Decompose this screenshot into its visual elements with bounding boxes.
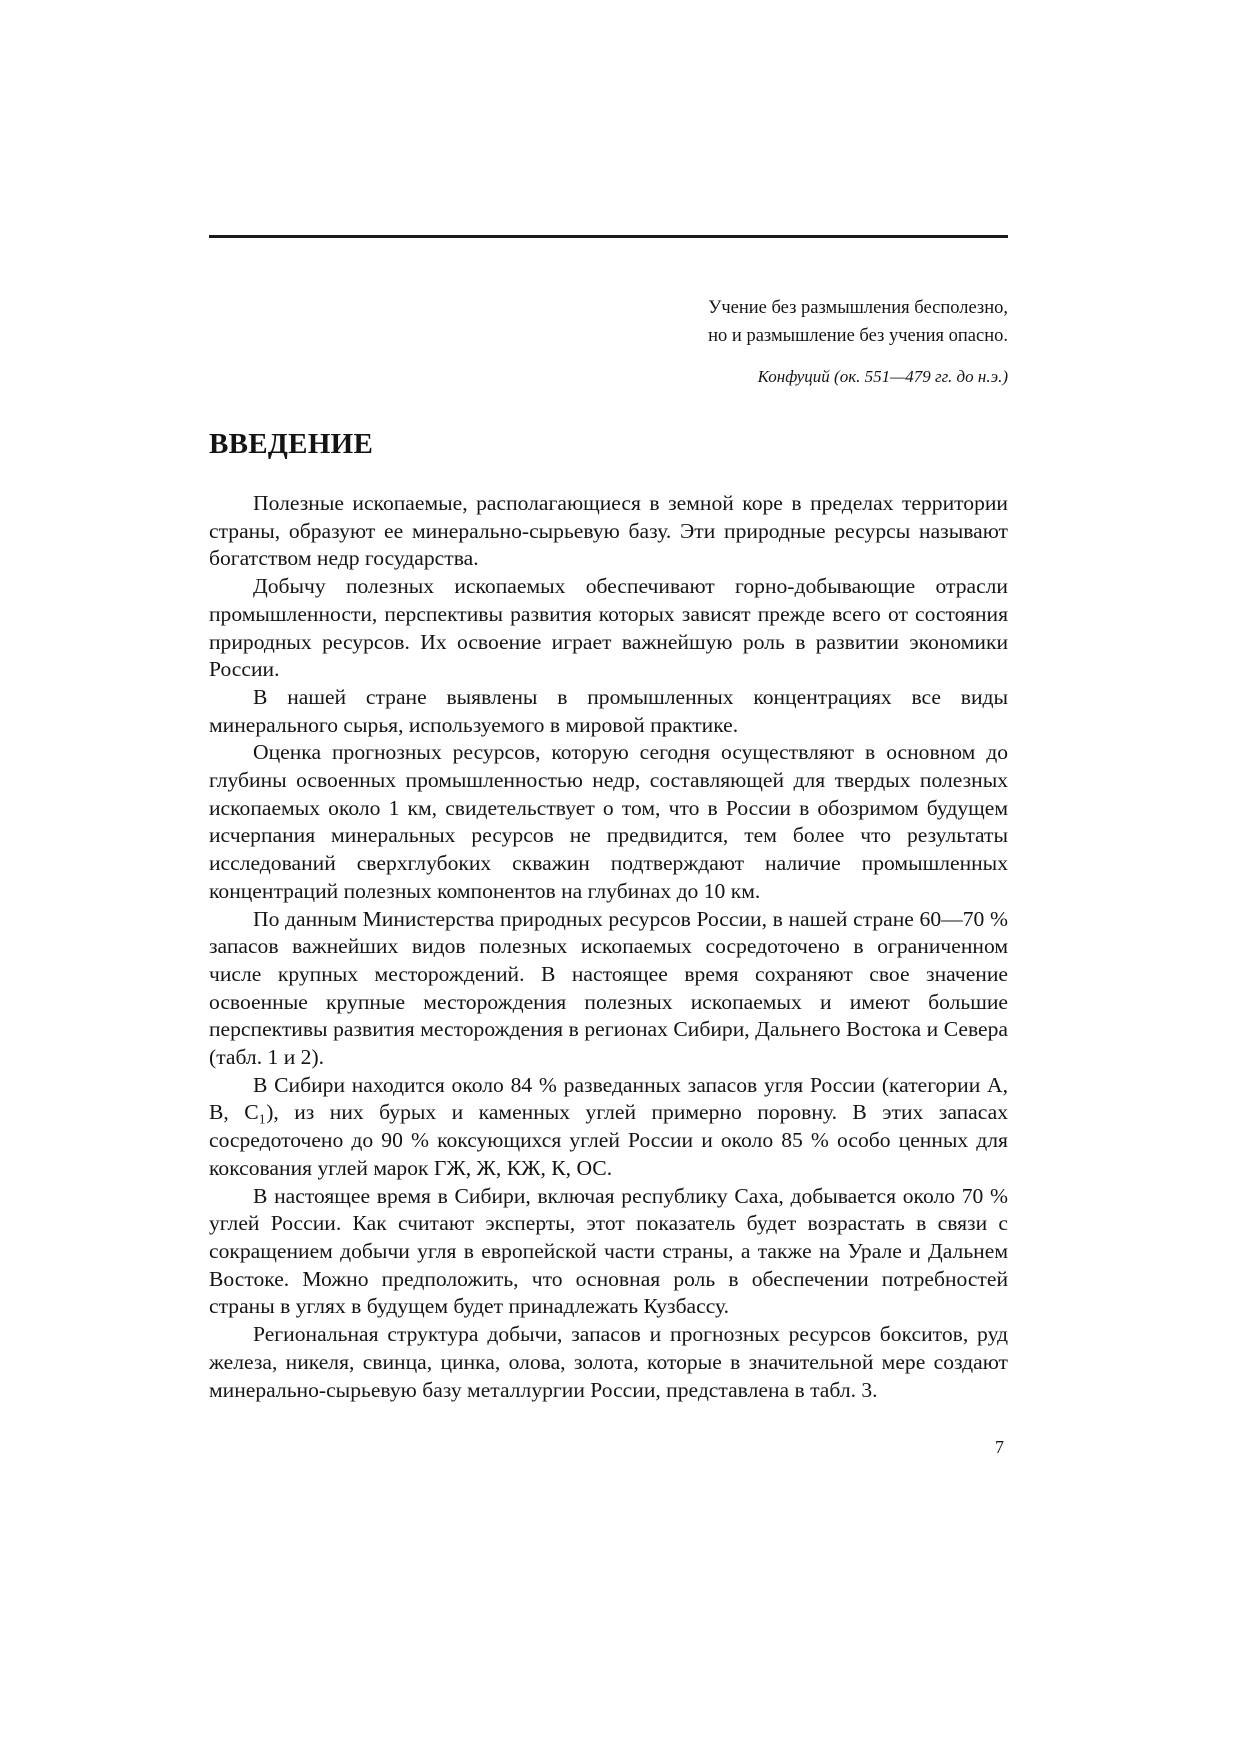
paragraph-1: Полезные ископаемые, располагающиеся в земной коре в пределах территории страны, образуют ее минерально-сырьевую базу. Эти природные ресурсы называют богатством недр государства. (209, 491, 1008, 571)
body-text (209, 490, 1008, 1404)
paragraph-5: По данным Министерства природных ресурсов России, в нашей стране 60—70 % запасов важнейших видов полезных ископаемых сосредоточено в ограниченном числе крупных месторождений. В настоящее время сохраняют свое значение освоенные крупные месторождения полезных ископаемых и имеют большие перспективы развития месторождения в регионах Сибири, Дальнего Востока и Севера (табл. 1 и 2). (209, 906, 1008, 1070)
paragraph-4: Оценка прогнозных ресурсов, которую сегодня осуществляют в основном до глубины освоенных промышленностью недр, составляющей для твердых полезных ископаемых около 1 км, свидетельствует о том, что в России в обозримом будущем исчерпания минеральных ресурсов не предвидится, тем более что результаты исследований сверхглубоких скважин подтверждают наличие промышленных концентраций полезных компонентов на глубинах до 10 км. (209, 740, 1008, 903)
epigraph-line: но и размышление без учения опасно. (708, 326, 1008, 346)
page-number: 7 (995, 1437, 1004, 1457)
epigraph-author: Конфуций (ок. 551—479 гг. до н.э.) (757, 367, 1008, 386)
epigraph (448, 294, 1008, 391)
paragraph-3: В нашей стране выявлены в промышленных концентрациях все виды минерального сырья, используемого в мировой практике. (209, 684, 1008, 737)
epigraph-line: Учение без размышления бесполезно, (708, 298, 1008, 318)
paragraph-8: Региональная структура добычи, запасов и прогнозных ресурсов бокситов, руд железа, никеля, свинца, цинка, олова, золота, которые в значительной мере создают минерально-сырьевую базу металлургии России, представлена в табл. 3. (209, 1322, 1008, 1402)
paragraph-7: В настоящее время в Сибири, включая республику Саха, добывается около 70 % углей России. Как считают эксперты, этот показатель будет возрастать в связи с сокращением добычи угля в европейской части страны, а также на Урале и Дальнем Востоке. Можно предположить, что основная роль в обеспечении потребностей страны в углях в будущем будет принадлежать Кузбассу. (209, 1183, 1008, 1319)
paragraph-2: Добычу полезных ископаемых обеспечивают горно-добывающие отрасли промышленности, перспективы развития которых зависят прежде всего от состояния природных ресурсов. Их освоение играет важнейшую роль в развитии экономики России. (209, 574, 1008, 682)
chapter-heading: ВВЕДЕНИЕ (209, 428, 374, 460)
paragraph-6: В Сибири находится около 84 % разведанных запасов угля России (категории А, В, С₁), из них бурых и каменных углей примерно поровну. В этих запасах сосредоточено до 90 % коксующихся углей России и около 85 % особо ценных для коксования углей марок ГЖ, Ж, КЖ, К, ОС. (209, 1072, 1008, 1180)
top-rule-divider (209, 235, 1008, 238)
